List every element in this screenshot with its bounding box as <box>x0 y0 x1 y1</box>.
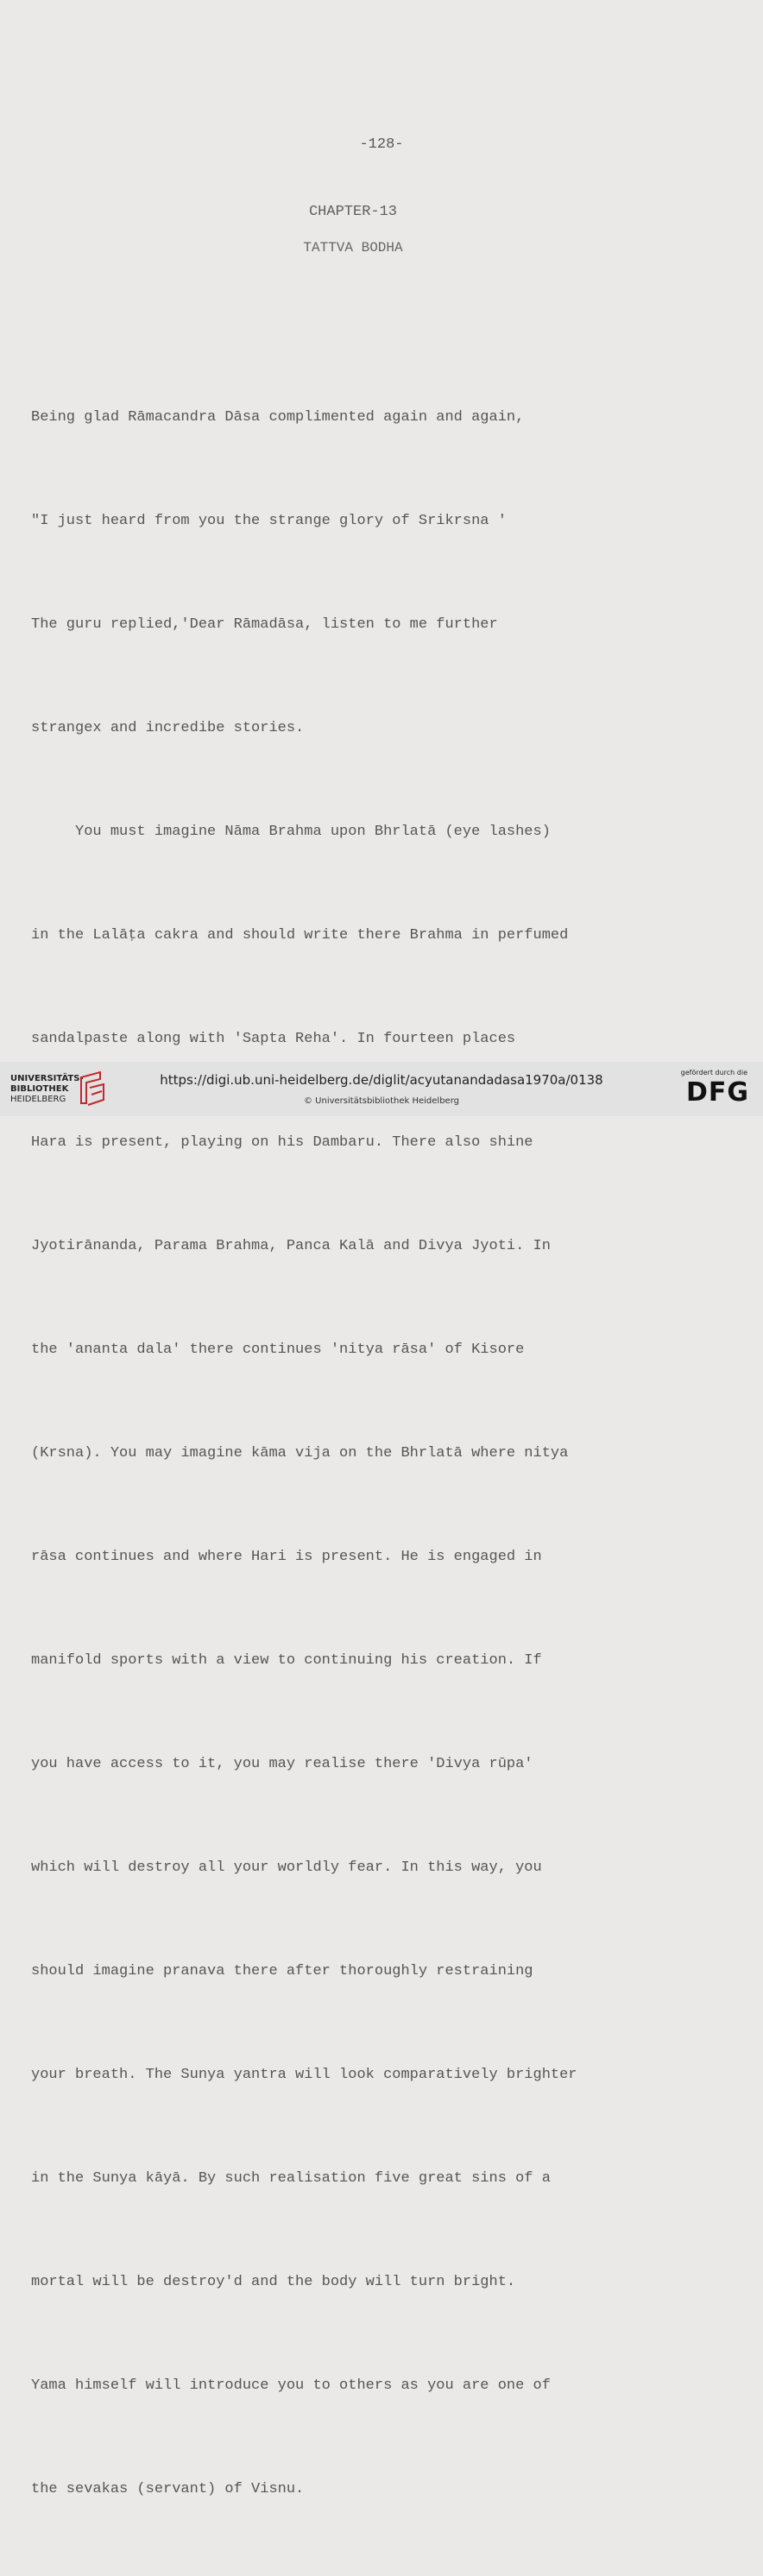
text-line: The guru replied,'Dear Rāmadāsa, listen to me further <box>31 616 498 633</box>
text-line: in the Lalāṭa cakra and should write there Brahma in perfumed <box>31 927 569 944</box>
chapter-subtitle: TATTVA BODHA <box>303 240 403 256</box>
text-line: Jyotirānanda, Parama Brahma, Panca Kalā and Divya Jyoti. In <box>31 1238 551 1254</box>
chapter-title: CHAPTER-13 <box>308 204 398 220</box>
text-line: which will destroy all your worldly fear. In this way, you <box>31 1859 542 1876</box>
permalink-url[interactable]: https://digi.ub.uni-heidelberg.de/diglit/acyutanandadasa1970a/0138 <box>160 1072 603 1088</box>
logo-line: HEIDELBERG <box>10 1095 66 1104</box>
text-line: the sevakas (servant) of Visnu. <box>31 2481 305 2497</box>
text-line: Being glad Rāmacandra Dāsa complimented again and again, <box>31 409 525 426</box>
text-line: (Krsna). You may imagine kāma vija on the Bhrlatā where nitya <box>31 1445 569 1462</box>
text-line: rāsa continues and where Hari is present. He is engaged in <box>31 1549 542 1565</box>
text-line: mortal will be destroy'd and the body will turn bright. <box>31 2274 516 2290</box>
text-line: your breath. The Sunya yantra will look comparatively brighter <box>31 2067 577 2083</box>
text-line: You must imagine Nāma Brahma upon Bhrlatā (eye lashes) <box>31 824 551 840</box>
logo-line: UNIVERSITÄTS- <box>10 1074 84 1083</box>
text-line: should imagine pranava there after thoroughly restraining <box>31 1963 533 1979</box>
body-text <box>31 331 722 2576</box>
logo-line: BIBLIOTHEK <box>10 1084 69 1094</box>
copyright-notice: © Universitätsbibliothek Heidelberg <box>303 1096 459 1106</box>
text-line: the 'ananta dala' there continues 'nitya rāsa' of Kisore <box>31 1342 525 1358</box>
page-number: -128- <box>359 136 404 153</box>
funder-caption: gefördert durch die <box>680 1069 747 1076</box>
text-line: "I just heard from you the strange glory of Srikrsna ' <box>31 513 507 529</box>
text-line: sandalpaste along with 'Sapta Reha'. In fourteen places <box>31 1031 516 1047</box>
text-line: manifold sports with a view to continuing his creation. If <box>31 1652 542 1669</box>
text-line: strangex and incredibe stories. <box>31 720 305 736</box>
viewer-footer <box>0 1062 763 1116</box>
text-line: you have access to it, you may realise there 'Divya rūpa' <box>31 1756 533 1772</box>
text-line: in the Sunya kāyā. By such realisation five great sins of a <box>31 2170 551 2187</box>
dfg-logo[interactable]: DFG <box>685 1077 749 1108</box>
text-line: Hara is present, playing on his Dambaru. There also shine <box>31 1134 533 1151</box>
text-line: Yama himself will introduce you to others as you are one of <box>31 2377 551 2394</box>
